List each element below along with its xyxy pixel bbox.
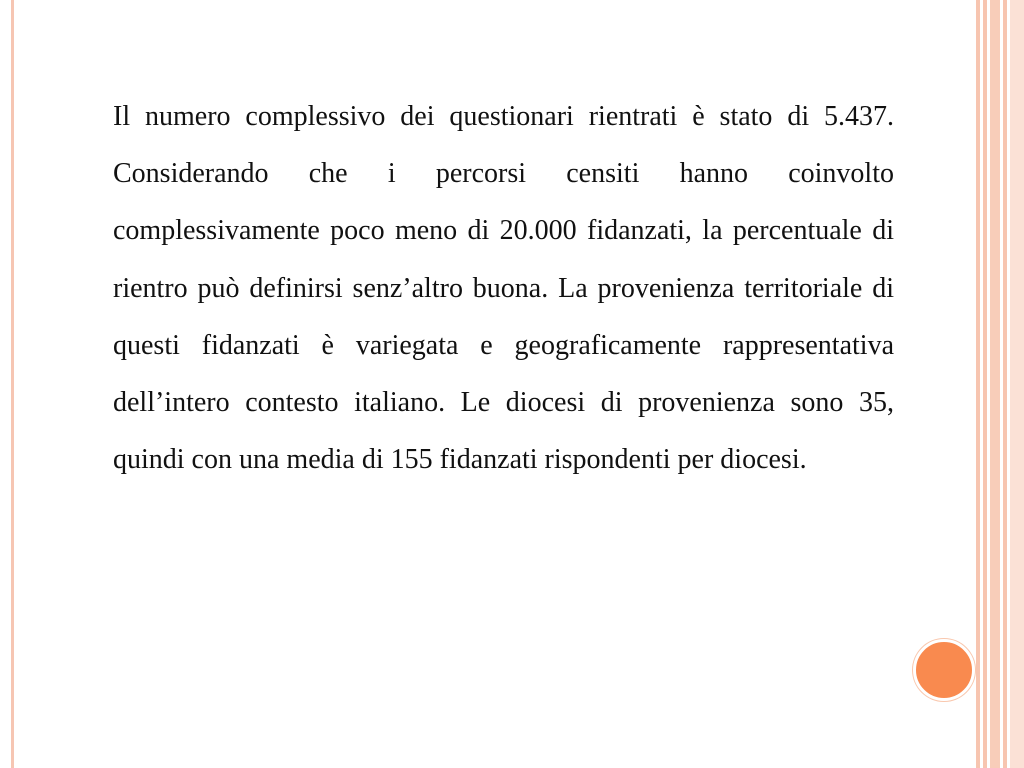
right-border-stripe [983,0,987,768]
body-paragraph: Il numero complessivo dei questionari rientrati è stato di 5.437. Considerando che i percorsi censiti hanno coinvolto complessivamente poco meno di 20.000 fidanzati, la percentuale di rientro può definirsi senz’altro buona. La provenienza territoriale di questi fidanzati è variegata e geograficamente rappresentativa dell’intero contesto italiano. Le diocesi di provenienza sono 35, quindi con una media di 155 fidanzati rispondenti per diocesi. [113,101,894,476]
orange-circle-decoration [913,639,975,701]
left-border-decoration [0,0,14,768]
right-border-stripe [976,0,980,768]
right-border-stripe [1010,0,1024,768]
right-border-stripe [1003,0,1007,768]
slide-content [113,88,894,668]
right-border-stripe [990,0,1000,768]
